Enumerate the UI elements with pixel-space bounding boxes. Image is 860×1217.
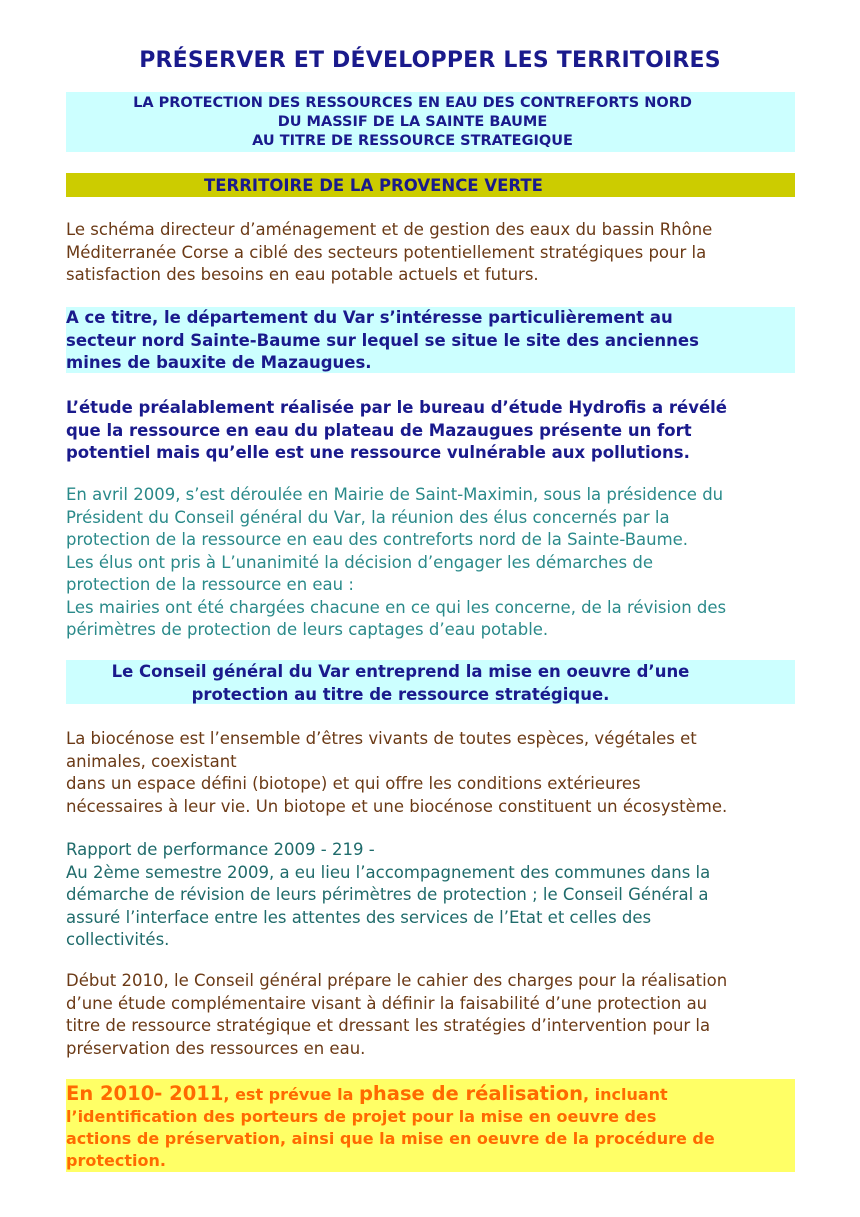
paragraph-line: Méditerranée Corse a ciblé des secteurs potentiellement stratégiques pour la — [66, 242, 707, 262]
paragraph-line: nécessaires à leur vie. Un biotope et une biocénose constituent un écosystème. — [66, 796, 728, 816]
final-text-1: , est prévue la — [223, 1085, 359, 1104]
page-title: PRÉSERVER ET DÉVELOPPER LES TERRITOIRES — [139, 48, 721, 73]
paragraph-line: préservation des ressources en eau. — [66, 1038, 366, 1058]
final-text-2: , incluant — [582, 1085, 668, 1104]
subtitle-line-2: DU MASSIF DE LA SAINTE BAUME — [277, 114, 548, 130]
paragraph-line: titre de ressource stratégique et dressant les stratégies d’intervention pour la — [66, 1016, 711, 1035]
paragraph-line: La biocénose est l’ensemble d’êtres vivants de toutes espèces, végétales et — [66, 729, 697, 748]
paragraph-line: protection de la ressource en eau : — [66, 575, 354, 594]
paragraph-line: potentiel mais qu’elle est une ressource vulnérable aux pollutions. — [66, 443, 690, 462]
subtitle-line-1: LA PROTECTION DES RESSOURCES EN EAU DES CONTREFORTS NORD — [133, 95, 692, 111]
paragraph-line: périmètres de protection de leurs captages d’eau potable. — [66, 620, 549, 639]
paragraph-line: Au 2ème semestre 2009, a eu lieu l’accompagnement des communes dans la — [66, 862, 711, 882]
paragraph-sdage — [66, 219, 806, 287]
paragraph-hydrofis — [66, 397, 806, 465]
paragraph-line: Rapport de performance 2009 - 219 - — [66, 840, 375, 859]
paragraph-line: Président du Conseil général du Var, la réunion des élus concernés par la — [66, 507, 670, 527]
subtitle-line-3: AU TITRE DE RESSOURCE STRATEGIQUE — [252, 133, 573, 149]
paragraph-line: satisfaction des besoins en eau potable actuels et futurs. — [66, 265, 539, 284]
paragraph-line: collectivités. — [66, 930, 170, 949]
final-highlight-box — [66, 1079, 795, 1172]
paragraph-line: animales, coexistant — [66, 751, 237, 771]
paragraph-line: assuré l’interface entre les attentes des services de l’Etat et celles des — [66, 907, 652, 927]
paragraph-line: d’une étude complémentaire visant à définir la faisabilité d’une protection au — [66, 993, 708, 1013]
paragraph-line: Les mairies ont été chargées chacune en ce qui les concerne, de la révision des — [66, 597, 727, 617]
highlight-line: protection au titre de ressource stratégique. — [191, 684, 610, 704]
paragraph-line: En avril 2009, s’est déroulée en Mairie de Saint-Maximin, sous la présidence du — [66, 485, 724, 504]
territoire-banner — [66, 173, 795, 197]
paragraph-line: démarche de révision de leurs périmètres de protection ; le Conseil Général a — [66, 885, 709, 904]
highlight-line: mines de bauxite de Mazaugues. — [66, 353, 372, 372]
territoire-label: TERRITOIRE DE LA PROVENCE VERTE — [204, 176, 543, 195]
paragraph-line: Début 2010, le Conseil général prépare le cahier des charges pour la réalisation — [66, 971, 728, 990]
paragraph-rapport — [66, 839, 806, 952]
paragraph-line: Les élus ont pris à L’unanimité la décision d’engager les démarches de — [66, 552, 653, 572]
highlight-line: secteur nord Sainte-Baume sur lequel se situe le site des anciennes — [66, 330, 699, 350]
highlight-box-var — [66, 307, 795, 373]
final-line-1 — [66, 1083, 795, 1106]
highlight-line: Le Conseil général du Var entreprend la mise en oeuvre d’une — [111, 662, 690, 681]
final-line-2: l’identification des porteurs de projet pour la mise en oeuvre des — [66, 1107, 657, 1126]
paragraph-line: L’étude préalablement réalisée par le bureau d’étude Hydrofis a révélé — [66, 398, 727, 417]
paragraph-line: dans un espace défini (biotope) et qui offre les conditions extérieures — [66, 774, 641, 793]
paragraph-line: que la ressource en eau du plateau de Mazaugues présente un fort — [66, 420, 692, 440]
final-line-4: protection. — [66, 1151, 166, 1170]
paragraph-line: protection de la ressource en eau des contreforts nord de la Sainte-Baume. — [66, 530, 689, 549]
final-line-3: actions de préservation, ainsi que la mise en oeuvre de la procédure de — [66, 1129, 715, 1148]
subtitle-box — [66, 92, 795, 152]
final-big-1: En 2010- 2011 — [66, 1082, 224, 1105]
paragraph-biocenose — [66, 728, 806, 818]
paragraph-reunion — [66, 484, 806, 642]
final-big-2: phase de réalisation — [358, 1082, 583, 1105]
paragraph-line: Le schéma directeur d’aménagement et de gestion des eaux du bassin Rhône — [66, 220, 713, 239]
paragraph-debut-2010 — [66, 970, 806, 1060]
highlight-box-conseil — [66, 660, 795, 704]
highlight-line: A ce titre, le département du Var s’intéresse particulièrement au — [66, 308, 673, 327]
